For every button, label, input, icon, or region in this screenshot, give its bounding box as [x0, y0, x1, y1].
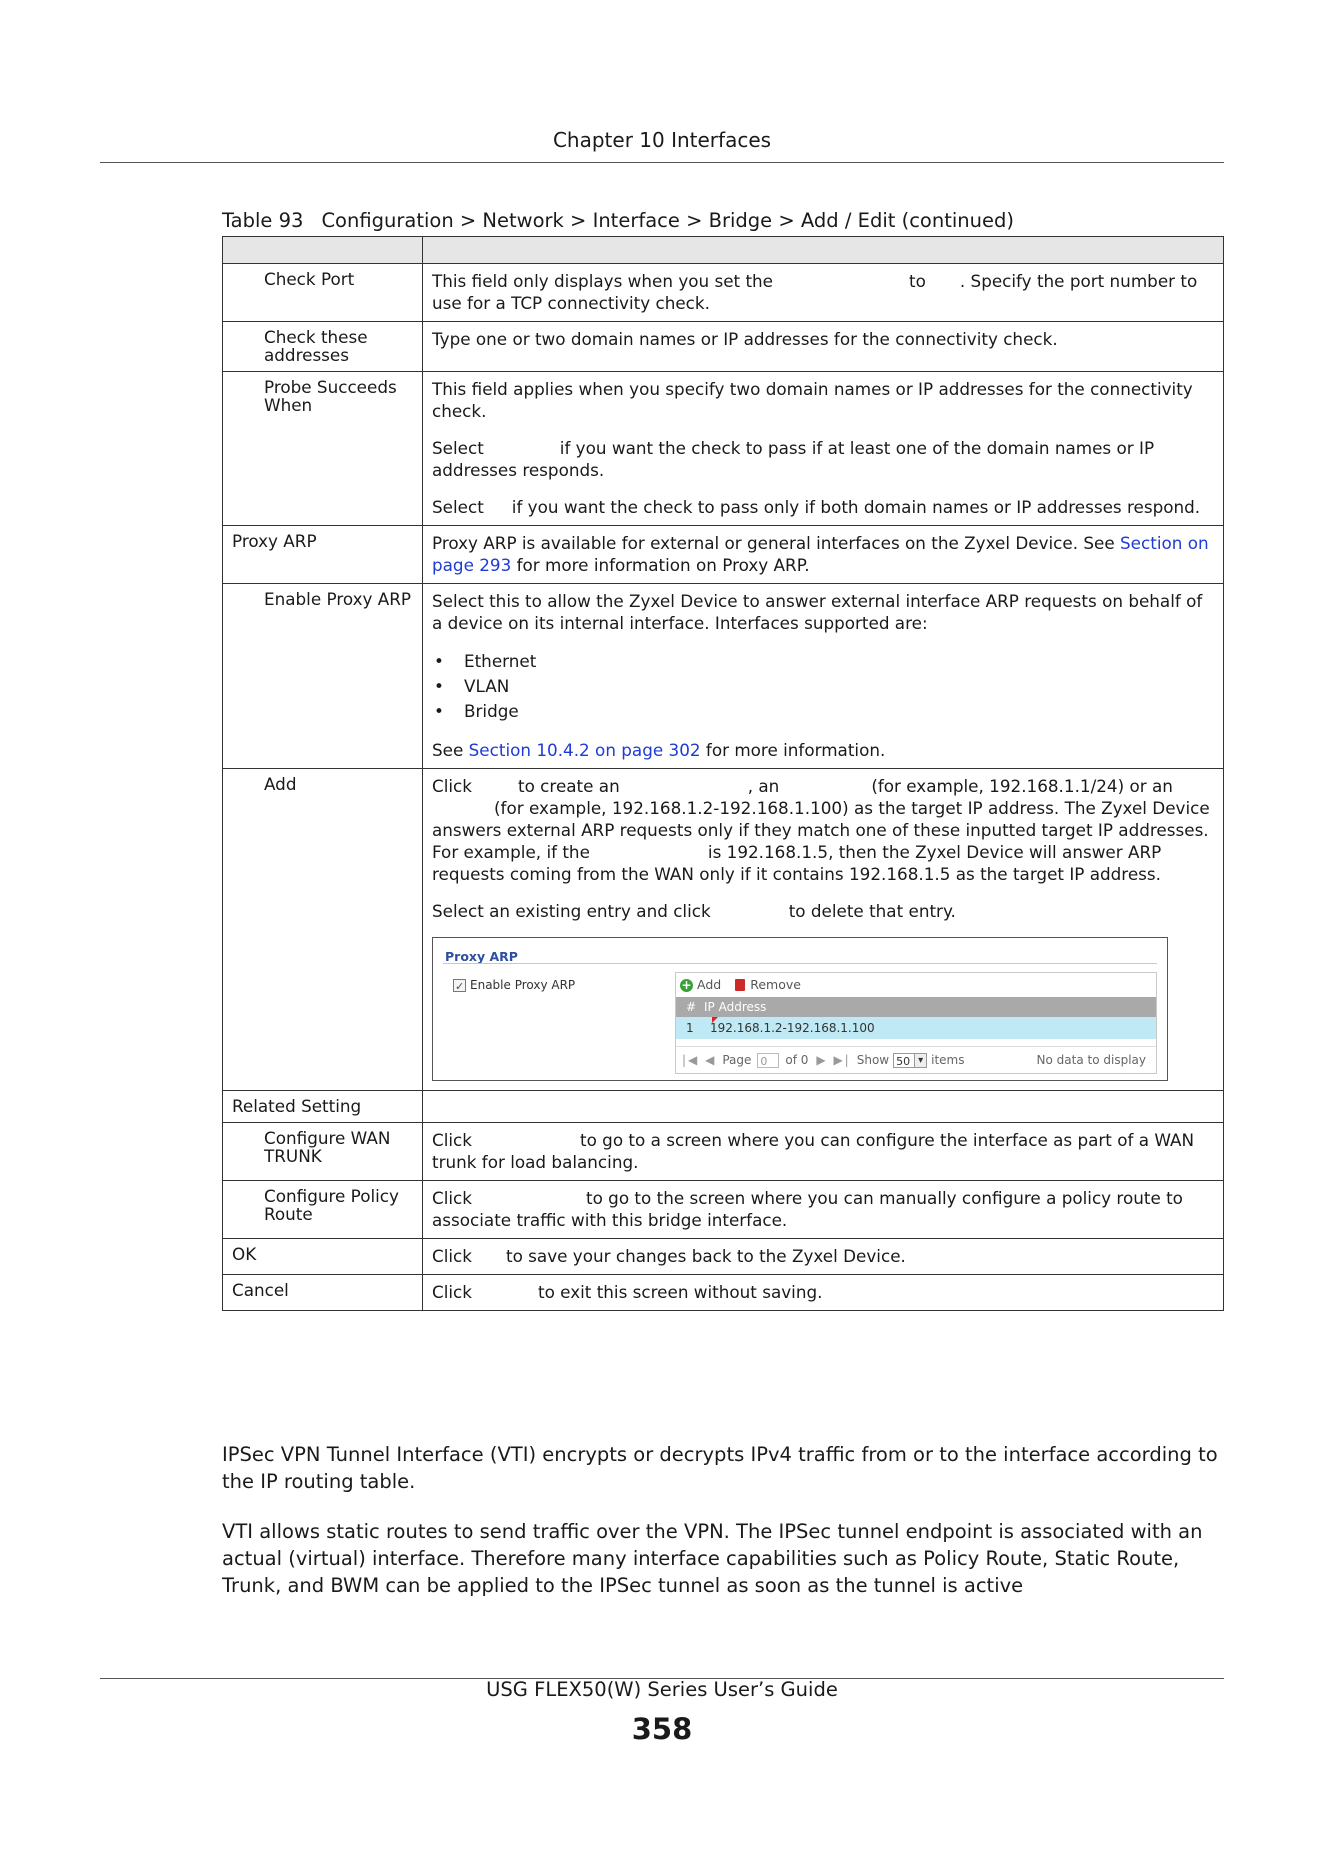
table-row [223, 1275, 1224, 1311]
table-title: Configuration > Network > Interface > Bridge > Add / Edit (continued) [321, 209, 1014, 232]
guide-title: USG FLEX50(W) Series User’s Guide [486, 1678, 838, 1701]
row-number: 1 [686, 1021, 694, 1035]
table-row [223, 584, 1224, 769]
table-number: Table 93 [222, 209, 304, 232]
row-label: Cancel [223, 1275, 423, 1311]
page-input[interactable]: 0 [757, 1053, 779, 1068]
row-description: Type one or two domain names or IP addresses for the connectivity check. [423, 322, 1224, 372]
body-paragraph: IPSec VPN Tunnel Interface (VTI) encrypts or decrypts IPv4 traffic from or to the interface according to the IP routing table. [222, 1443, 1218, 1493]
row-description: Click to go to the screen where you can manually configure a policy route to associate traffic with this bridge interface. [423, 1181, 1224, 1239]
table-row [223, 526, 1224, 584]
table-header-row [223, 237, 1224, 264]
row-description: This field applies when you specify two domain names or IP addresses for the connectivity check. Select if you want the check to pass if at least one of the domain names or IP addresses responds. Select if you want the check to pass only if both domain names or IP addresses respond. [423, 372, 1224, 526]
col-num-header: # [686, 1000, 697, 1014]
row-label: Configure Policy Route [223, 1181, 423, 1239]
section-link[interactable]: Section on page 293 [432, 533, 1209, 575]
ip-address-grid [675, 972, 1157, 1074]
row-description: Click to create an , an (for example, 192.168.1.1/24) or an(for example, 192.168.1.2-192.168.1.100) as the target IP address. The Zyxel Device answers external ARP requests only if they match one of these inputted target IP addresses. For example, if the is 192.168.1.5, then the Zyxel Device will answer ARP requests coming from the WAN only if it contains 192.168.1.5 as the target IP address. Select an existing entry and click to delete that entry. Proxy ARP ✓ Enable Proxy ARP + Add Remove # IP Address 1 192.168.1.2-192.168.1.100 |◀ ◀ Page 0 of 0 ▶ ▶| Show 50 ▾ items No data to display [423, 769, 1224, 1091]
table-row [223, 1123, 1224, 1181]
table-caption [222, 209, 1014, 232]
row-label: Add [223, 769, 423, 1091]
row-description: Click to exit this screen without saving. [423, 1275, 1224, 1311]
row-description: Click to go to a screen where you can configure the interface as part of a WAN trunk for load balancing. [423, 1123, 1224, 1181]
row-label: Probe Succeeds When [223, 372, 423, 526]
page-of-label: of 0 [785, 1053, 809, 1067]
table-row [223, 264, 1224, 322]
enable-proxy-arp-checkbox-row[interactable] [453, 974, 575, 996]
table-row [223, 769, 1224, 1091]
field-description-table [222, 236, 1224, 1311]
row-label: Proxy ARP [223, 526, 423, 584]
remove-button[interactable]: Remove [750, 977, 801, 992]
page-label: Page [722, 1053, 752, 1067]
list-item: • VLAN [434, 676, 510, 696]
header-rule [100, 162, 1224, 163]
screenshot-title: Proxy ARP [445, 949, 518, 964]
row-label: Enable Proxy ARP [223, 584, 423, 769]
table-row [223, 1239, 1224, 1275]
add-icon[interactable]: + [681, 977, 692, 992]
row-description: Proxy ARP is available for external or general interfaces on the Zyxel Device. See Section on page 293 for more information on Proxy ARP. [423, 526, 1224, 584]
grid-pager [676, 1046, 1156, 1073]
row-ip: 192.168.1.2-192.168.1.100 [710, 1021, 875, 1035]
row-description [423, 1091, 1224, 1123]
items-label: items [931, 1053, 965, 1067]
row-description: Select this to allow the Zyxel Device to answer external interface ARP requests on behalf of a device on its internal interface. Interfaces supported are: • Ethernet • VLAN • Bridge See Section 10.4.2 on page 302 for more information. [423, 584, 1224, 769]
edited-flag-icon [712, 1017, 718, 1023]
checkbox-label: Enable Proxy ARP [470, 978, 576, 992]
page-number: 358 [631, 1712, 693, 1746]
next-last-page-icon[interactable]: ▶ ▶| [816, 1053, 851, 1067]
row-description: Click to save your changes back to the Zyxel Device. [423, 1239, 1224, 1275]
row-label: OK [223, 1239, 423, 1275]
list-item: • Bridge [434, 701, 519, 721]
first-prev-page-icon[interactable]: |◀ ◀ [682, 1053, 717, 1067]
table-row[interactable] [676, 1017, 1156, 1039]
table-row [223, 1181, 1224, 1239]
add-button[interactable]: Add [697, 977, 722, 992]
row-label: Configure WAN TRUNK [223, 1123, 423, 1181]
list-item: • Ethernet [434, 651, 537, 671]
row-label: Check these addresses [223, 322, 423, 372]
row-label: Check Port [223, 264, 423, 322]
table-row [223, 1091, 1224, 1123]
table-row [223, 372, 1224, 526]
grid-header [676, 997, 1156, 1017]
row-description: This field only displays when you set the to . Specify the port number to use for a TCP connectivity check. [423, 264, 1224, 322]
screenshot-divider [443, 963, 1157, 964]
header-cell-description [423, 237, 1224, 264]
checkbox-checked-icon[interactable] [453, 979, 466, 992]
show-label: Show [856, 1053, 890, 1067]
section-link[interactable]: Section 10.4.2 on page 302 [468, 740, 701, 760]
table-row [223, 322, 1224, 372]
interface-list [432, 649, 1215, 724]
running-head: Chapter 10 Interfaces [552, 128, 772, 152]
grid-toolbar [676, 973, 1156, 997]
col-ip-header: IP Address [704, 1000, 767, 1014]
page-size-select[interactable]: 50 ▾ [893, 1053, 927, 1068]
row-label: Related Setting [223, 1091, 423, 1123]
proxy-arp-screenshot [432, 937, 1168, 1081]
trash-icon[interactable] [735, 979, 745, 991]
body-paragraph: VTI allows static routes to send traffic over the VPN. The IPSec tunnel endpoint is associated with an actual (virtual) interface. Therefore many interface capabilities such as Policy Route, Static Route, Trunk, and BWM can be applied to the IPSec tunnel as soon as the tunnel is active [222, 1520, 1203, 1597]
no-data-label: No data to display [1036, 1053, 1146, 1067]
header-cell-label [223, 237, 423, 264]
